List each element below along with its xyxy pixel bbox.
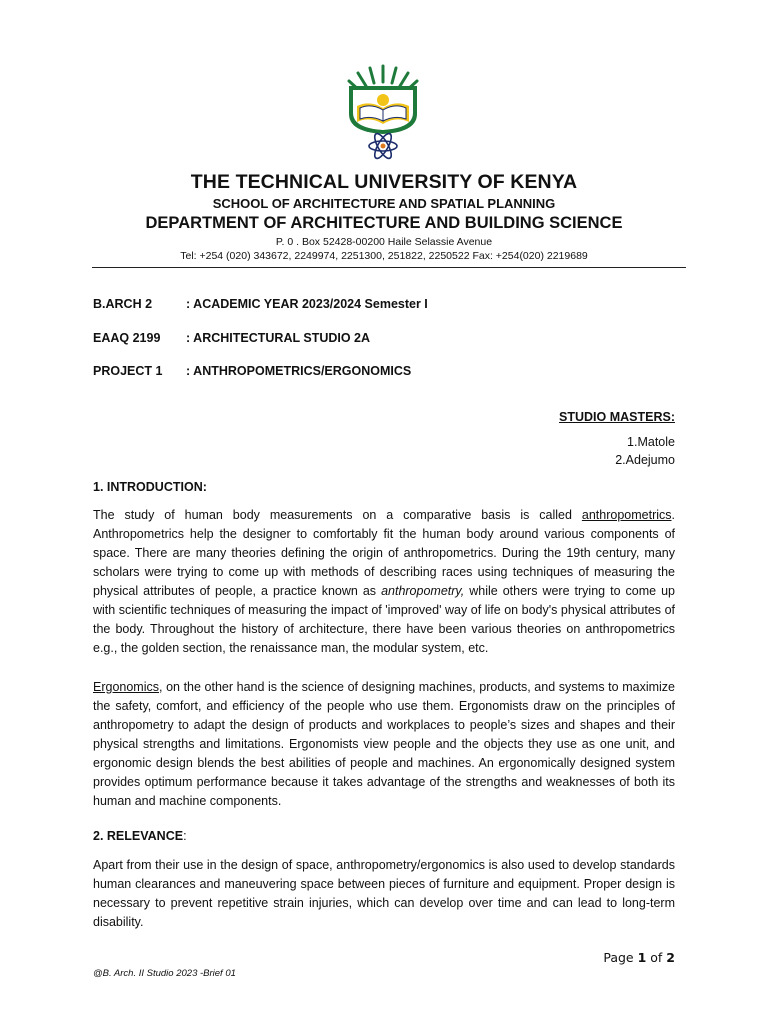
course-row-value: : ARCHITECTURAL STUDIO 2A <box>186 331 371 345</box>
page-label: Page <box>603 950 638 965</box>
course-row-value: : ACADEMIC YEAR 2023/2024 Semester I <box>186 297 428 311</box>
page-number <box>603 950 675 965</box>
heading-text: 2. RELEVANCE <box>93 829 184 843</box>
relevance-heading <box>93 829 187 843</box>
contact-numbers: Tel: +254 (020) 343672, 2249974, 2251300, 251822, 2250522 Fax: +254(020) 2219689 <box>180 250 588 262</box>
studio-masters-list <box>615 433 675 469</box>
text-run: The study of human body measurements on a comparative basis is called <box>93 508 582 522</box>
course-row-key: B.ARCH 2 <box>93 297 153 311</box>
relevance-paragraph-1: Apart from their use in the design of space, anthropometry/ergonomics is also used to develop standards human clearances and maneuvering space between pieces of furniture and equipment. Proper design is necessary to prevent repetitive strain injuries, which can develop over time and can lead to long-term disability. <box>93 858 675 929</box>
introduction-heading: 1. INTRODUCTION: <box>93 480 207 494</box>
university-logo <box>343 62 423 162</box>
school-name: SCHOOL OF ARCHITECTURE AND SPATIAL PLANNING <box>212 196 556 211</box>
postal-address: P. 0 . Box 52428-00200 Haile Selassie Avenue <box>275 236 493 248</box>
course-row-value: : ANTHROPOMETRICS/ERGONOMICS <box>186 364 412 378</box>
studio-masters-heading: STUDIO MASTERS: <box>559 410 675 424</box>
text-run: , on the other hand is the science of designing machines, products, and systems to maximize the safety, comfort, and efficiency of the people who use them. Ergonomists draw on the principles of anthropometry to adapt the design of products and workplaces to people’s sizes and shapes and their physical strengths and limitations. Ergonomists view people and the objects they use as one unit, and ergonomic design blends the best abilities of people and machines. An ergonomically designed system provides optimum performance because it takes advantage of the strengths and weaknesses of both its human and machine components. <box>93 680 675 808</box>
text-run: . Anthropometrics help the designer to comfortably fit the human body around various components of space. There are many theories defining the origin of anthropometrics. During the 19th century, many scholars were trying to come up with methods of describing races using techniques of measuring the physical attributes of people, a practice known as <box>93 508 675 598</box>
page-total: 2 <box>666 950 675 965</box>
introduction-paragraph-1 <box>93 506 675 658</box>
header-divider <box>92 267 686 268</box>
heading-colon: : <box>183 829 187 843</box>
text-run: while others were trying to come up with scientific techniques of measuring the impact of 'improved' way of life on body's physical attributes of the body. Throughout the history of architecture, there have been various theories on anthropometrics e.g., the golden section, the renaissance man, the modular system, etc. <box>93 584 675 655</box>
course-row-key: EAAQ 2199 <box>93 331 161 345</box>
course-row-key: PROJECT 1 <box>93 364 163 378</box>
term-anthropometrics: anthropometrics <box>581 508 672 522</box>
footer-note: @B. Arch. II Studio 2023 -Brief 01 <box>93 968 236 979</box>
department-name: DEPARTMENT OF ARCHITECTURE AND BUILDING SCIENCE <box>145 214 623 232</box>
introduction-paragraph-2 <box>93 678 675 811</box>
page-current: 1 <box>637 950 647 965</box>
term-anthropometry: anthropometry, <box>381 584 465 598</box>
studio-master-name: 2.Adejumo <box>615 453 675 467</box>
university-name: THE TECHNICAL UNIVERSITY OF KENYA <box>190 171 578 193</box>
page-of: of <box>646 950 667 965</box>
term-ergonomics: Ergonomics <box>93 680 159 694</box>
studio-master-name: 1.Matole <box>627 435 675 449</box>
